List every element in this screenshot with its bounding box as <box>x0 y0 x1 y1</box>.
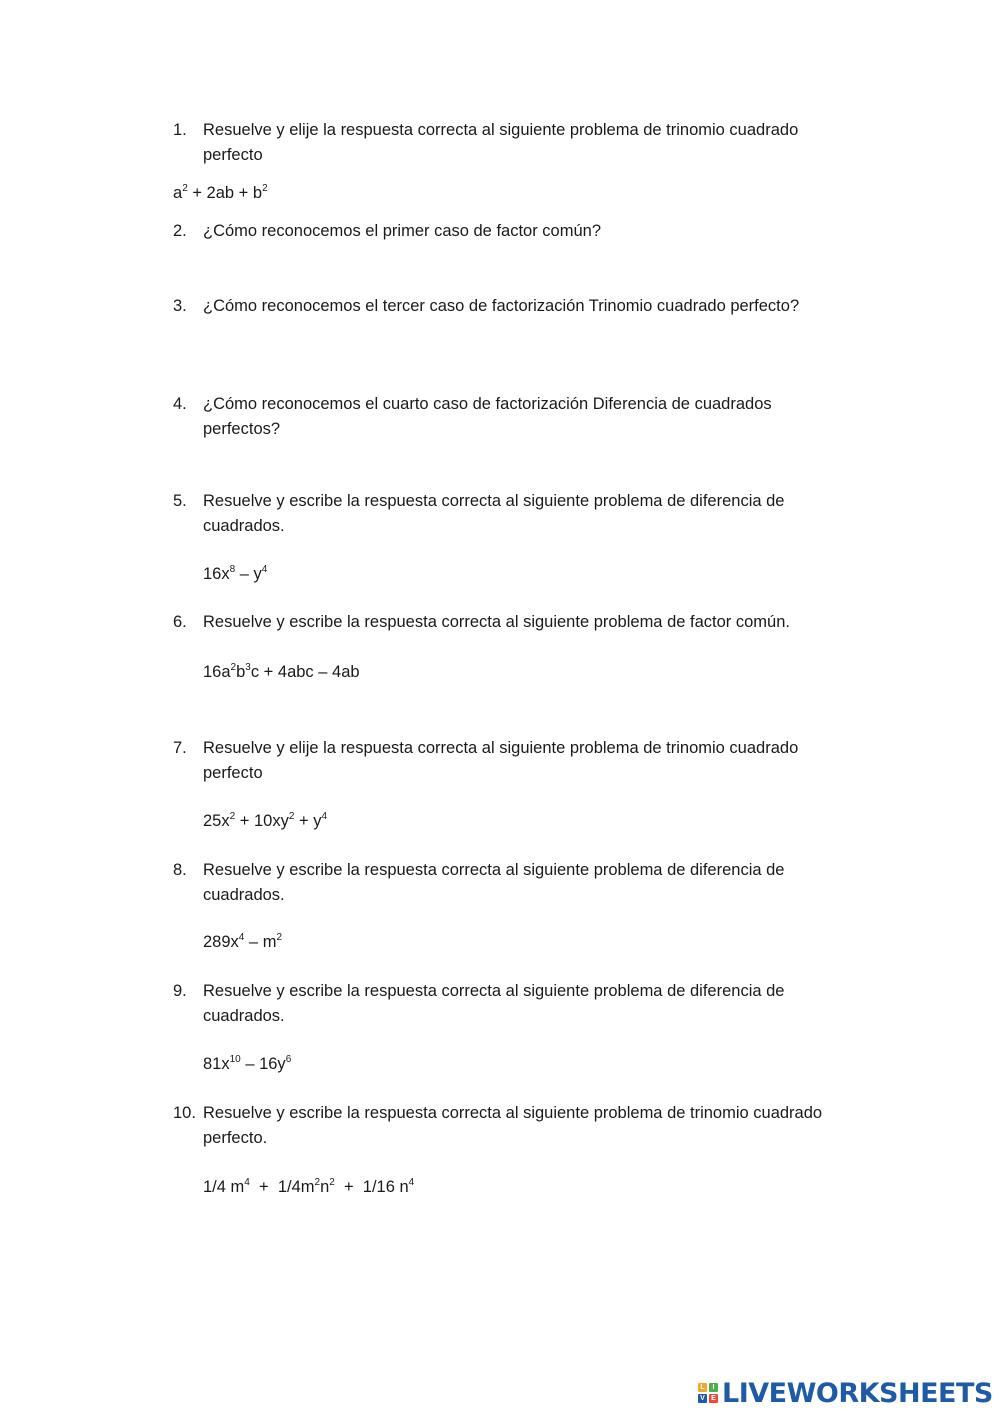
question-number: 1. <box>173 121 187 139</box>
question-5 <box>173 489 853 538</box>
expression-8: $289x^4 - m^2$ <box>203 932 282 951</box>
expression-9: $81x^{10} - 16y^6$ <box>203 1054 292 1073</box>
liveworksheets-logo <box>698 1378 993 1408</box>
question-text: Resuelve y escribe la respuesta correcta al siguiente problema de trinomio cuadrado perfecto. <box>203 1104 823 1147</box>
question-number: 5. <box>173 492 187 510</box>
question-2 <box>173 219 853 244</box>
question-number: 3. <box>173 297 187 315</box>
question-7 <box>173 736 853 785</box>
question-number: 8. <box>173 861 187 879</box>
question-9 <box>173 979 853 1028</box>
question-4 <box>173 392 853 441</box>
question-text: Resuelve y escribe la respuesta correcta al siguiente problema de factor común. <box>203 613 790 631</box>
question-text: ¿Cómo reconocemos el tercer caso de factorización Trinomio cuadrado perfecto? <box>203 297 800 315</box>
question-text: Resuelve y escribe la respuesta correcta al siguiente problema de diferencia de cuadrados. <box>203 492 785 535</box>
expression-6: $16a^2b^3c + 4abc - 4ab$ <box>203 662 360 681</box>
question-text: ¿Cómo reconocemos el cuarto caso de factorización Diferencia de cuadrados perfectos? <box>203 395 772 438</box>
expression-1: $a^2 + 2ab + b^2$ <box>173 183 268 202</box>
question-text: Resuelve y elije la respuesta correcta al siguiente problema de trinomio cuadrado perfecto <box>203 739 799 782</box>
question-text: Resuelve y escribe la respuesta correcta al siguiente problema de diferencia de cuadrados. <box>203 861 785 904</box>
brand-name: LIVEWORKSHEETS <box>722 1377 993 1409</box>
question-number: 10. <box>173 1104 196 1122</box>
question-3 <box>173 294 853 319</box>
question-text: ¿Cómo reconocemos el primer caso de factor común? <box>203 222 601 240</box>
expression-7: $25x^2 + 10xy^2 + y^4$ <box>203 811 328 830</box>
question-number: 2. <box>173 222 187 240</box>
question-number: 4. <box>173 395 187 413</box>
expression-10: 1/4 $m^4 + 1/4m^2n^2 + 1/16$ $n^4$ <box>203 1177 415 1196</box>
question-number: 6. <box>173 613 187 631</box>
question-number: 7. <box>173 739 187 757</box>
question-text: Resuelve y escribe la respuesta correcta al siguiente problema de diferencia de cuadrados. <box>203 982 785 1025</box>
question-number: 9. <box>173 982 187 1000</box>
question-1 <box>173 118 853 167</box>
logo-mark-icon: L I V E <box>698 1383 718 1403</box>
question-6 <box>173 610 853 635</box>
question-10 <box>173 1101 853 1150</box>
question-text: Resuelve y elije la respuesta correcta al siguiente problema de trinomio cuadrado perfecto <box>203 121 799 164</box>
question-8 <box>173 858 853 907</box>
expression-5: $16x^8 - y^4$ <box>203 564 268 583</box>
